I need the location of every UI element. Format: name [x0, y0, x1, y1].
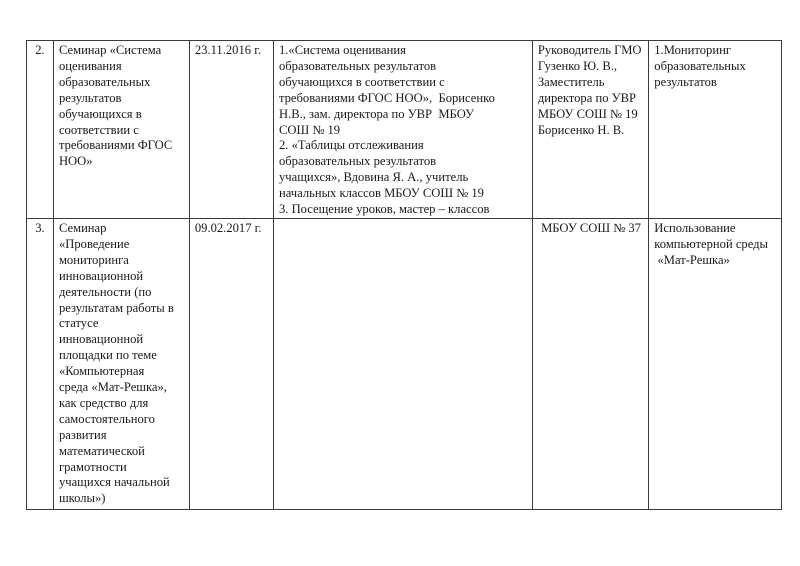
- text-line: Гузенко Ю. В.,: [537, 58, 618, 73]
- text-line: оценивания: [58, 58, 122, 73]
- text-line: Семинар «Система: [58, 43, 162, 57]
- text-line: требованиями ФГОС: [58, 138, 173, 153]
- text-line: 1.Мониторинг: [654, 43, 731, 57]
- text-line: статусе: [58, 316, 99, 331]
- text-line: инновационной: [58, 332, 144, 347]
- text-line: результатов: [654, 74, 717, 89]
- text-line: обучающихся в соответствии с: [278, 74, 445, 89]
- content-cell: [273, 41, 532, 219]
- text-line: обучающихся в: [58, 106, 142, 121]
- text-line: 3. Посещение уроков, мастер – классов: [278, 202, 490, 217]
- event-title-cell: [53, 41, 189, 219]
- text-line: образовательных: [58, 74, 151, 89]
- text-line: результатов: [58, 90, 122, 105]
- text-line: грамотности: [58, 459, 127, 474]
- date-cell: 09.02.2017 г.: [189, 218, 273, 509]
- text-line: площадки по теме: [58, 348, 157, 363]
- text-line: «Компьютерная: [58, 364, 145, 379]
- row-number: 3.: [27, 218, 54, 509]
- text-line: требованиями ФГОС НОО», Борисенко: [278, 90, 495, 105]
- text-line: «Проведение: [58, 236, 130, 251]
- date-cell: 23.11.2016 г.: [189, 41, 273, 219]
- text-line: математической: [58, 443, 145, 458]
- text-line: образовательных: [654, 58, 746, 73]
- text-line: развития: [58, 427, 107, 442]
- text-line: МБОУ СОШ № 37: [541, 220, 641, 235]
- table-row: [27, 218, 782, 509]
- text-line: Использование: [654, 220, 736, 235]
- text-line: Семинар: [58, 220, 107, 235]
- responsible-cell: [532, 218, 648, 509]
- text-line: среда «Мат-Решка»,: [58, 380, 167, 395]
- text-line: МБОУ СОШ № 19: [537, 106, 638, 121]
- text-line: образовательных результатов: [278, 58, 437, 73]
- text-line: начальных классов МБОУ СОШ № 19: [278, 186, 484, 201]
- text-line: Н.В., зам. директора по УВР МБОУ: [278, 106, 474, 121]
- text-line: соответствии с: [58, 122, 139, 137]
- text-line: Заместитель: [537, 74, 605, 89]
- events-table: [26, 40, 782, 510]
- text-line: школы»): [58, 491, 106, 506]
- text-line: СОШ № 19: [278, 122, 341, 137]
- result-cell: [649, 41, 782, 219]
- text-line: деятельности (по: [58, 284, 152, 299]
- text-line: компьютерной среды: [654, 236, 769, 251]
- text-line: директора по УВР: [537, 90, 636, 105]
- content-cell: [273, 218, 532, 509]
- text-line: «Мат-Решка»: [654, 252, 730, 267]
- text-line: 2. «Таблицы отслеживания: [278, 138, 424, 153]
- text-line: самостоятельного: [58, 411, 155, 426]
- text-line: 1.«Система оценивания: [278, 43, 406, 57]
- text-line: образовательных результатов: [278, 154, 437, 169]
- text-line: учащихся начальной: [58, 475, 170, 490]
- text-line: мониторинга: [58, 252, 129, 267]
- text-line: результатам работы в: [58, 300, 174, 315]
- text-line: учащихся», Вдовина Я. А., учитель: [278, 170, 469, 185]
- text-line: как средство для: [58, 395, 149, 410]
- result-cell: [649, 218, 782, 509]
- responsible-cell: [532, 41, 648, 219]
- text-line: Борисенко Н. В.: [537, 122, 625, 137]
- text-line: Руководитель ГМО: [537, 43, 642, 57]
- text-line: инновационной: [58, 268, 144, 283]
- text-line: НОО»: [58, 154, 93, 169]
- event-title-cell: [53, 218, 189, 509]
- row-number: 2.: [27, 41, 54, 219]
- table-row: [27, 41, 782, 219]
